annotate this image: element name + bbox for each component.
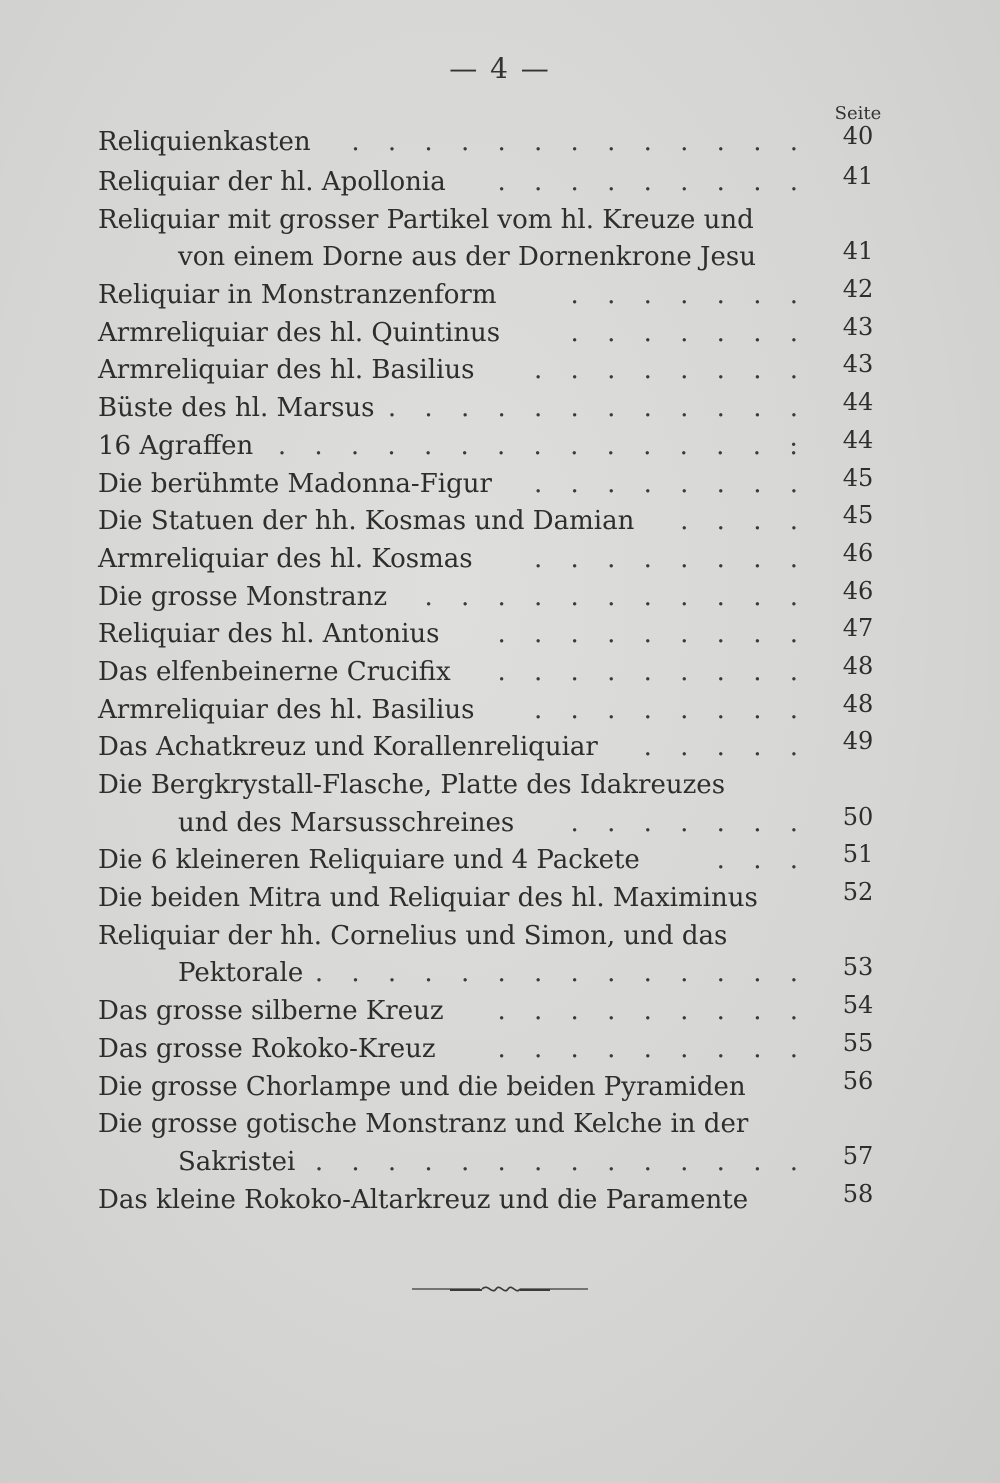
toc-entry-title: Armreliquiar des hl. Basilius	[98, 694, 475, 725]
toc-entry-title: Die berühmte Madonna-Figur	[98, 468, 492, 499]
toc-entry	[98, 993, 888, 1031]
toc-entry-title: Die Bergkrystall-Flasche, Platte des Idakreuzes	[98, 770, 726, 800]
toc-entry-title: Die 6 kleineren Reliquiare und 4 Packete	[98, 845, 640, 876]
toc-entry	[98, 1179, 888, 1220]
toc-entry	[98, 352, 888, 390]
toc-entry-title: Die grosse Chorlampe und die beiden Pyramiden	[98, 1071, 746, 1102]
toc-leader-dots: . . . . . . .	[570, 280, 808, 311]
toc-entry	[98, 616, 888, 654]
toc-leader-dots: . . . . . . . . .	[497, 619, 808, 650]
toc-page-number: 51	[842, 840, 874, 869]
toc-leader-dots: . . . . . . . .	[534, 468, 808, 499]
toc-entry-title: 16 Agraffen	[98, 430, 254, 461]
toc-leader-dots: . . . . .	[643, 732, 808, 763]
toc-entry	[98, 802, 888, 843]
toc-entry	[98, 425, 888, 466]
toc-page-number: 43	[842, 312, 874, 341]
toc-page-number: 45	[842, 501, 874, 530]
toc-entry	[98, 202, 888, 240]
toc-entry	[98, 463, 888, 504]
toc-entry	[98, 880, 888, 918]
toc-entry	[98, 955, 888, 993]
toc-page-number: 54	[842, 991, 874, 1020]
toc-page-number: 53	[842, 953, 874, 982]
toc-entry	[98, 239, 888, 277]
toc-entry	[98, 576, 888, 617]
toc-leader-dots: . . . . . . . . . . . . . .	[314, 1146, 808, 1177]
toc-page-number: 41	[842, 162, 874, 190]
toc-entry	[98, 312, 888, 353]
toc-entry-title: Das elfenbeinerne Crucifix	[98, 656, 451, 687]
toc-entry-title: Armreliquiar des hl. Quintinus	[98, 317, 501, 348]
toc-entry-title: Das Achatkreuz und Korallenreliquiar	[98, 732, 598, 763]
toc-entry-title: Das grosse Rokoko-Kreuz	[98, 1033, 436, 1064]
toc-entry	[98, 164, 888, 202]
toc-entry-title: Reliquiar in Monstranzenform	[98, 280, 497, 311]
toc-entry-title: von einem Dorne aus der Dornenkrone Jesu	[178, 242, 756, 273]
toc-page-number: 42	[842, 275, 874, 304]
toc-entry-title: Die Statuen der hh. Kosmas und Damian	[98, 506, 635, 537]
toc-entry	[98, 842, 888, 880]
toc-leader-dots: . . . . . . . .	[534, 694, 808, 725]
toc-entry-title: Die grosse gotische Monstranz und Kelche in der	[98, 1109, 749, 1140]
toc-page-number: 46	[842, 576, 874, 605]
toc-leader-dots: . . . . . . .	[570, 807, 808, 838]
toc-page-number: 57	[842, 1141, 874, 1170]
toc-page-number: 44	[842, 425, 874, 454]
toc-entry-title: Die beiden Mitra und Reliquiar des hl. Maximinus	[98, 883, 758, 914]
table-of-contents	[98, 124, 888, 1219]
toc-entry-title: Armreliquiar des hl. Kosmas	[98, 543, 473, 574]
toc-entry-title: Reliquiar mit grosser Partikel vom hl. Kreuze und	[98, 204, 754, 235]
page-number: — 4 —	[449, 52, 551, 85]
toc-entry-title: Das kleine Rokoko-Altarkreuz und die Paramente	[98, 1184, 749, 1215]
toc-page-number: 43	[842, 350, 874, 379]
toc-entry	[98, 538, 888, 579]
toc-entry-title: und des Marsusschreines	[178, 807, 515, 838]
toc-entry-title: Büste des hl. Marsus	[98, 393, 375, 424]
toc-entry	[98, 1028, 888, 1069]
toc-entry	[98, 503, 888, 541]
toc-entry-title: Sakristei	[178, 1146, 296, 1177]
toc-entry	[98, 651, 888, 692]
toc-page-number: 44	[842, 388, 874, 417]
toc-entry	[98, 729, 888, 767]
toc-page-number: 55	[842, 1028, 874, 1057]
toc-leader-dots: . . . . . . . . .	[497, 996, 808, 1027]
page-column-header: Seite	[834, 103, 882, 124]
toc-leader-dots: . . . . . . . .	[534, 543, 808, 574]
toc-entry	[98, 1066, 888, 1107]
toc-leader-dots: . . . .	[680, 506, 808, 537]
toc-entry	[98, 277, 888, 315]
toc-entry-title: Reliquienkasten	[98, 127, 311, 157]
toc-entry-title: Reliquiar des hl. Antonius	[98, 619, 440, 650]
toc-page-number: 48	[842, 689, 874, 718]
toc-page-number: 50	[842, 802, 874, 831]
toc-page-number: 46	[842, 538, 874, 567]
toc-leader-dots: . . . . . . . . . . .	[424, 581, 808, 612]
toc-entry	[98, 689, 888, 730]
toc-entry-title: Pektorale	[178, 958, 304, 989]
toc-entry-title: Armreliquiar des hl. Basilius	[98, 355, 475, 386]
toc-leader-dots: . . . . . . . . .	[497, 656, 808, 687]
toc-entry	[98, 1106, 888, 1144]
toc-page-number: 47	[842, 614, 874, 643]
toc-entry-title: Die grosse Monstranz	[98, 581, 388, 612]
toc-entry-title: Reliquiar der hh. Cornelius und Simon, und das	[98, 920, 728, 951]
toc-leader-dots: . . .	[716, 845, 808, 876]
toc-page-number: 56	[842, 1066, 874, 1095]
toc-page-number: 49	[842, 727, 874, 756]
toc-leader-dots: . . . . . . . . . . . . . . :	[277, 430, 808, 461]
toc-page-number: 48	[842, 651, 874, 680]
toc-entry	[98, 124, 888, 164]
toc-entry-title: Das grosse silberne Kreuz	[98, 996, 444, 1027]
ornament-divider-icon	[410, 1279, 590, 1299]
toc-page-number: 52	[842, 878, 874, 907]
toc-entry	[98, 1141, 888, 1182]
toc-page-number: 58	[842, 1179, 874, 1208]
toc-entry-title: Reliquiar der hl. Apollonia	[98, 167, 446, 197]
toc-leader-dots: . . . . . . . . . . . . .	[351, 127, 808, 157]
toc-page-number: 40	[842, 122, 874, 150]
toc-entry	[98, 390, 888, 428]
toc-leader-dots: . . . . . . . . . . . . . .	[314, 958, 808, 989]
toc-entry	[98, 918, 888, 956]
toc-leader-dots: . . . . . . . .	[534, 355, 808, 386]
toc-leader-dots: . . . . . . . . .	[497, 167, 808, 197]
toc-leader-dots: . . . . . . .	[570, 317, 808, 348]
toc-page-number: 45	[842, 463, 874, 492]
toc-page-number: 41	[842, 237, 874, 266]
toc-leader-dots: . . . . . . . . .	[497, 1033, 808, 1064]
toc-entry	[98, 767, 888, 805]
toc-leader-dots: . . . . . . . . . . . .	[387, 393, 808, 424]
